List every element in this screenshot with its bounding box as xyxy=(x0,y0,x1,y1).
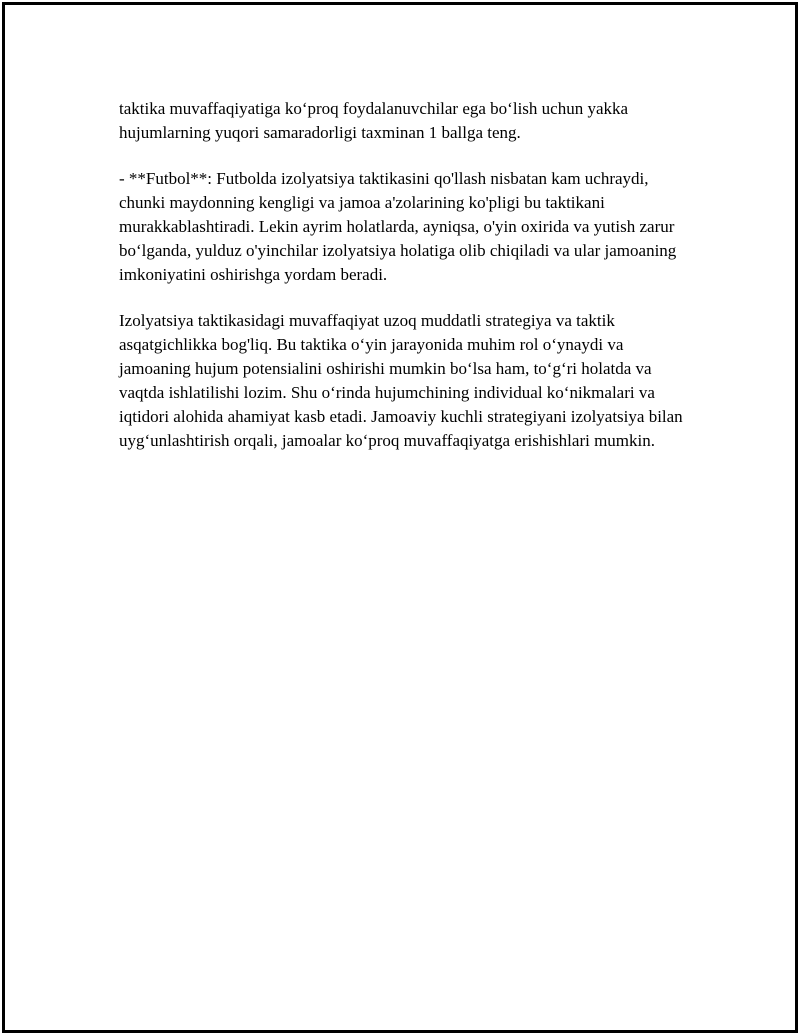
paragraph-football: - **Futbol**: Futbolda izolyatsiya taktikasini qo'llash nisbatan kam uchraydi, chunki maydonning kengligi va jamoa a'zolarining ko'pligi bu taktikani murakkablashtiradi. Lekin ayrim holatlarda, ayniqsa, o'yin oxirida va yutish zarur bo‘lganda, yulduz o'yinchilar izolyatsiya holatiga olib chiqiladi va ular jamoaning imkoniyatini oshirishga yordam beradi. xyxy=(119,169,677,284)
document-page xyxy=(2,2,798,1033)
paragraph-conclusion: Izolyatsiya taktikasidagi muvaffaqiyat uzoq muddatli strategiya va taktik asqatgichlikka bog'liq. Bu taktika o‘yin jarayonida muhim rol o‘ynaydi va jamoaning hujum potensialini oshirishi mumkin bo‘lsa ham, to‘g‘ri holatda va vaqtda ishlatilishi lozim. Shu o‘rinda hujumchining individual ko‘nikmalari va iqtidori alohida ahamiyat kasb etadi. Jamoaviy kuchli strategiyani izolyatsiya bilan uyg‘unlashtirish orqali, jamoalar ko‘proq muvaffaqiyatga erishishlari mumkin. xyxy=(119,311,683,450)
document-body xyxy=(119,97,689,475)
paragraph-basketball-continuation: taktika muvaffaqiyatiga ko‘proq foydalanuvchilar ega bo‘lish uchun yakka hujumlarning yuqori samaradorligi taxminan 1 ballga teng. xyxy=(119,99,629,142)
